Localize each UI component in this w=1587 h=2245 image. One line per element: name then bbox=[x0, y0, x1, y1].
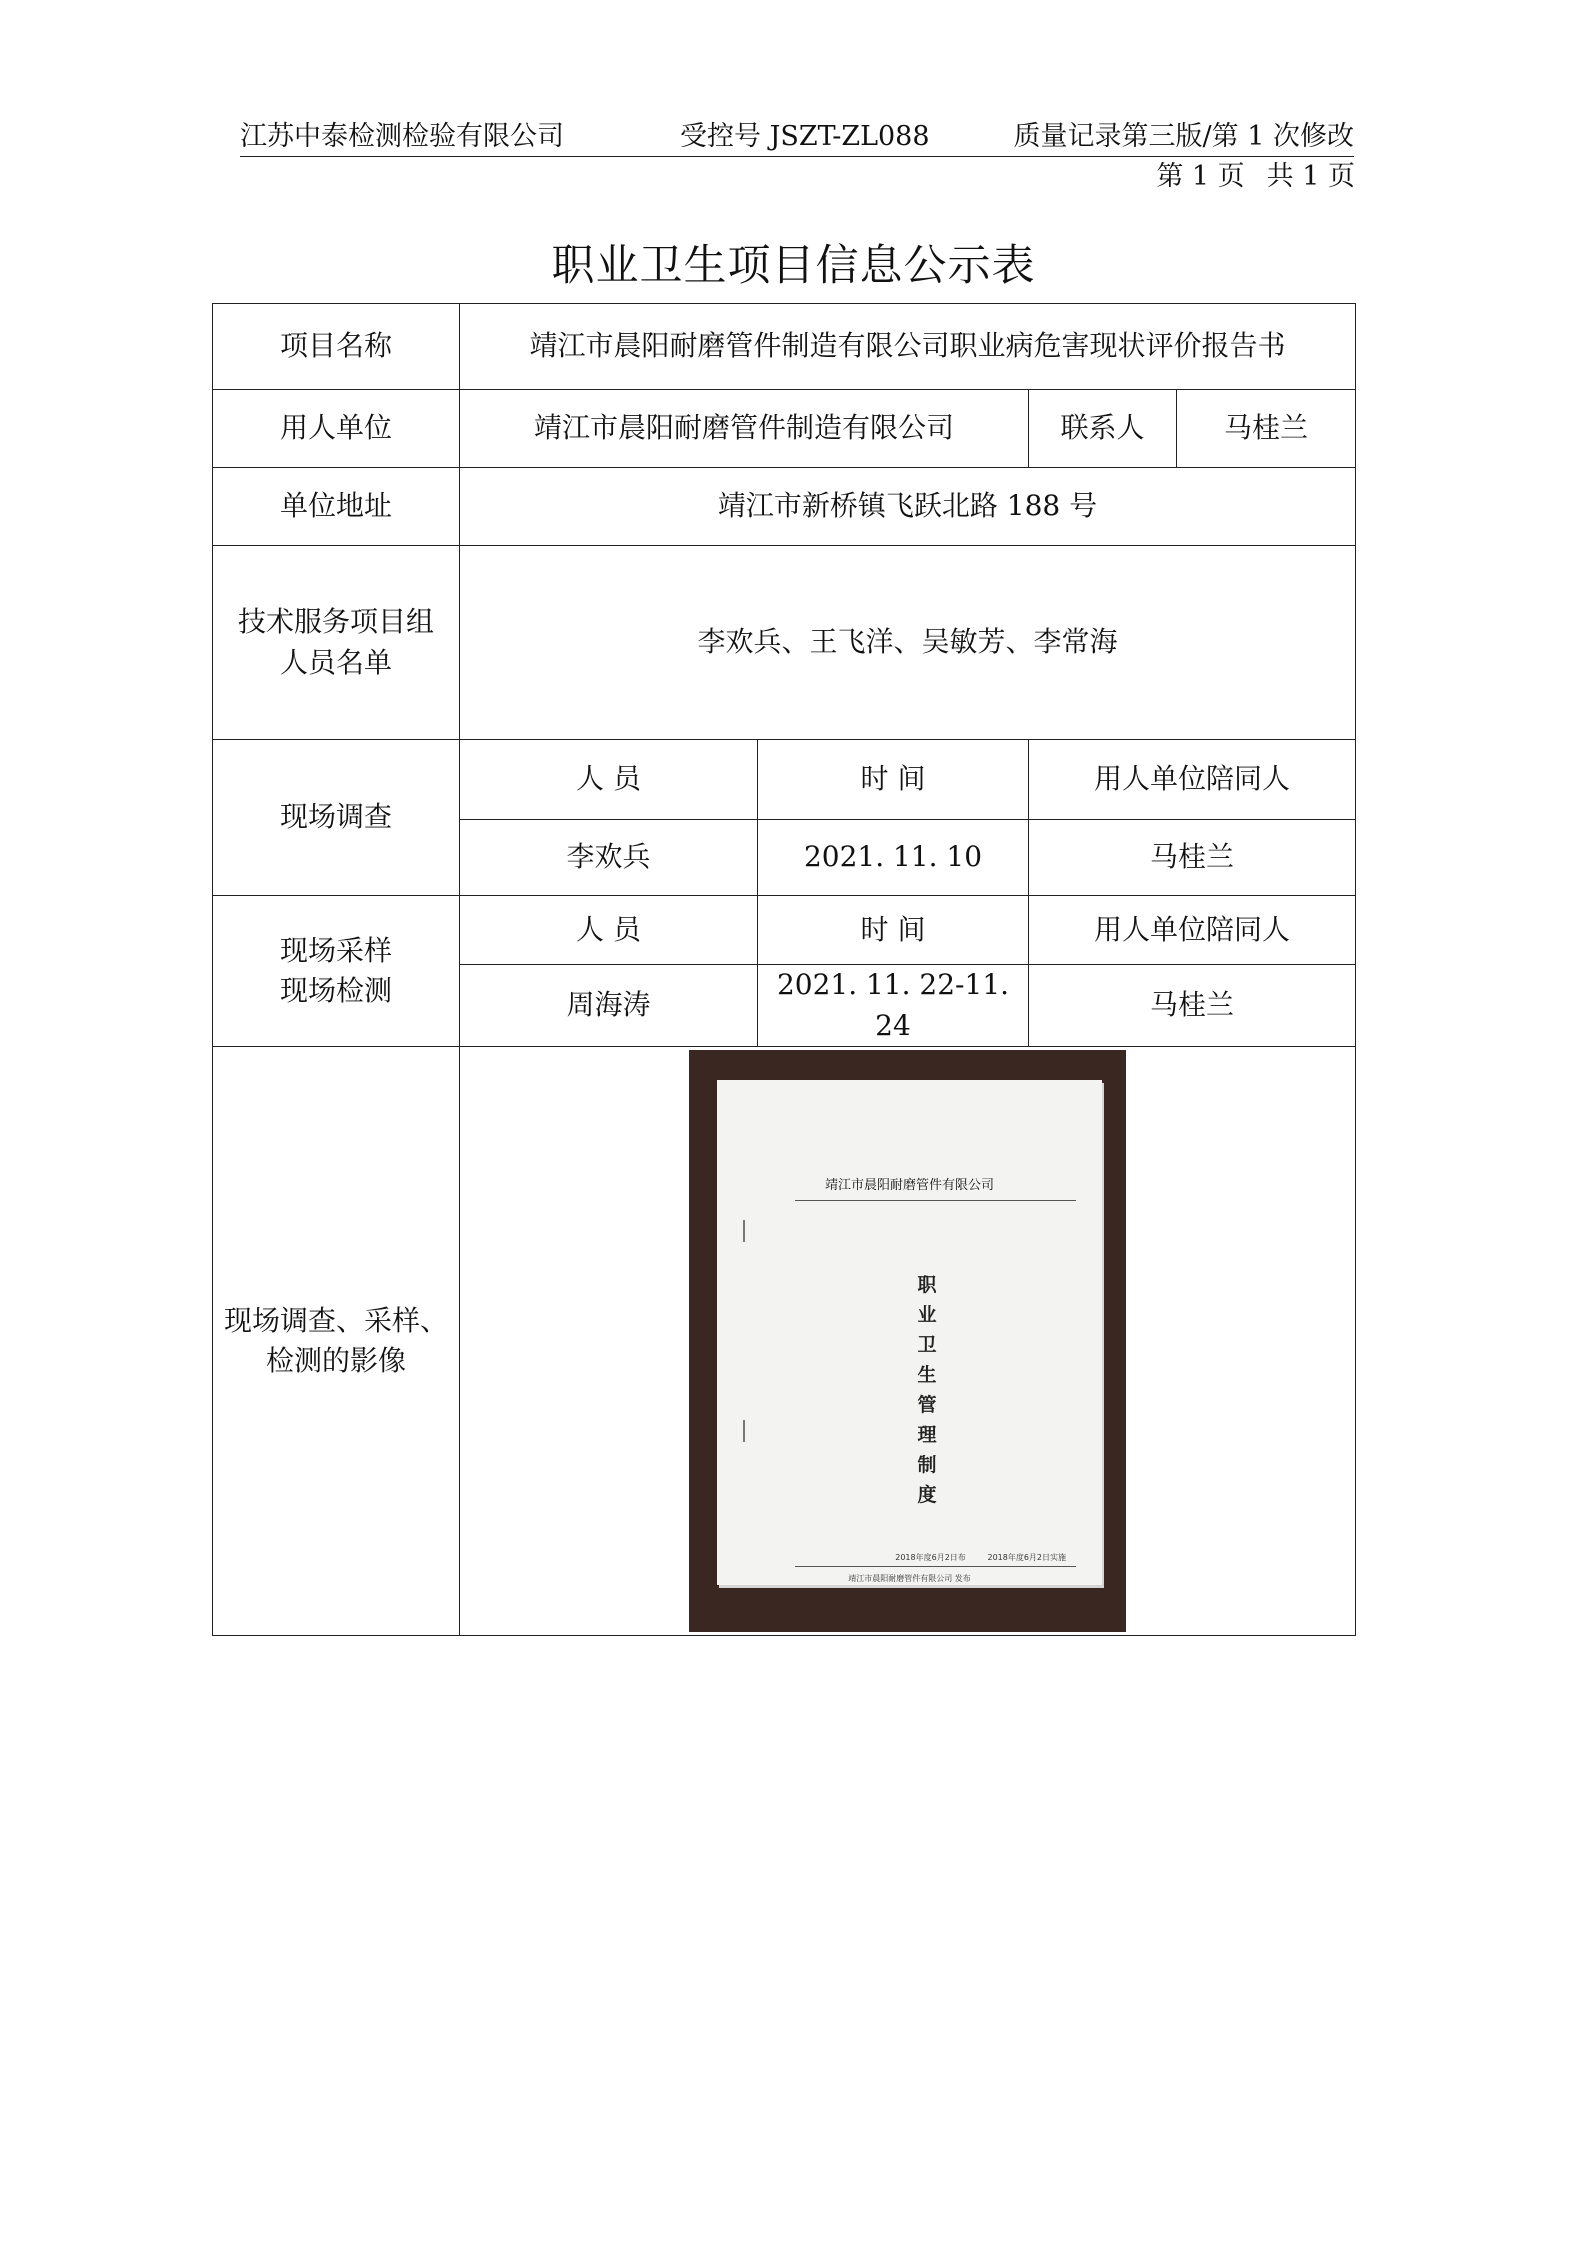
binding-mark bbox=[743, 1420, 745, 1442]
survey-time: 2021. 11. 10 bbox=[758, 820, 1029, 896]
row-employer bbox=[213, 390, 1356, 468]
photo-footer-rule bbox=[795, 1566, 1076, 1567]
images-label bbox=[213, 1047, 460, 1636]
sampling-col-escort: 用人单位陪同人 bbox=[1029, 896, 1356, 965]
survey-col-person: 人 员 bbox=[460, 740, 758, 820]
survey-person: 李欢兵 bbox=[460, 820, 758, 896]
row-images bbox=[213, 1047, 1356, 1636]
photo-document-title bbox=[913, 1270, 941, 1510]
sampling-col-time: 时 间 bbox=[758, 896, 1029, 965]
row-address bbox=[213, 468, 1356, 546]
employer-label: 用人单位 bbox=[213, 390, 460, 468]
survey-col-escort: 用人单位陪同人 bbox=[1029, 740, 1356, 820]
page-info bbox=[1156, 154, 1355, 193]
sampling-person: 周海涛 bbox=[460, 965, 758, 1047]
sampling-col-person: 人 员 bbox=[460, 896, 758, 965]
sampling-label-line-1: 现场采样 bbox=[279, 933, 392, 967]
header-control-number: 受控号 JSZT-ZL088 bbox=[680, 121, 930, 152]
photo-title-char: 卫 bbox=[917, 1334, 937, 1357]
photo-title-char: 理 bbox=[917, 1424, 937, 1447]
team-label-line-2: 人员名单 bbox=[279, 645, 392, 679]
page-header bbox=[240, 112, 1354, 157]
employer-value: 靖江市晨阳耐磨管件制造有限公司 bbox=[460, 390, 1029, 468]
sampling-label bbox=[213, 896, 460, 1047]
photo-dates bbox=[795, 1552, 1066, 1564]
images-label-line-2: 检测的影像 bbox=[265, 1344, 406, 1378]
team-label-line-1: 技术服务项目组 bbox=[237, 604, 434, 638]
contact-value: 马桂兰 bbox=[1177, 390, 1356, 468]
survey-col-time: 时 间 bbox=[758, 740, 1029, 820]
photo-title-char: 业 bbox=[917, 1304, 937, 1327]
survey-escort: 马桂兰 bbox=[1029, 820, 1356, 896]
team-label bbox=[213, 546, 460, 740]
header-version: 质量记录第三版/第 1 次修改 bbox=[1013, 121, 1354, 152]
photo-effective-date: 2018年度6月2日实施 bbox=[987, 1553, 1067, 1563]
team-value: 李欢兵、王飞洋、吴敏芳、李常海 bbox=[460, 546, 1356, 740]
project-name-value: 靖江市晨阳耐磨管件制造有限公司职业病危害现状评价报告书 bbox=[460, 304, 1356, 390]
photo-header-rule bbox=[795, 1200, 1076, 1201]
address-label: 单位地址 bbox=[213, 468, 460, 546]
binding-mark bbox=[743, 1220, 745, 1242]
row-team bbox=[213, 546, 1356, 740]
sampling-escort: 马桂兰 bbox=[1029, 965, 1356, 1047]
photo-title-char: 制 bbox=[917, 1454, 937, 1477]
project-name-label: 项目名称 bbox=[213, 304, 460, 390]
photo-title-char: 度 bbox=[917, 1484, 937, 1507]
sampling-label-line-2: 现场检测 bbox=[279, 974, 392, 1008]
address-value: 靖江市新桥镇飞跃北路 188 号 bbox=[460, 468, 1356, 546]
page-total: 共 1 页 bbox=[1266, 161, 1355, 192]
header-company: 江苏中泰检测检验有限公司 bbox=[240, 121, 564, 152]
photographed-document bbox=[717, 1080, 1102, 1585]
info-table bbox=[212, 303, 1356, 1636]
row-survey-header bbox=[213, 740, 1356, 820]
document-photo bbox=[689, 1050, 1126, 1632]
sampling-time: 2021. 11. 22-11. 24 bbox=[758, 965, 1029, 1047]
photo-title-char: 生 bbox=[917, 1364, 937, 1387]
page-title: 职业卫生项目信息公示表 bbox=[551, 241, 1036, 291]
page-number: 第 1 页 bbox=[1156, 161, 1245, 192]
photo-title-char: 职 bbox=[917, 1274, 937, 1297]
images-cell bbox=[460, 1047, 1356, 1636]
photo-title-char: 管 bbox=[917, 1394, 937, 1417]
photo-publisher: 靖江市晨阳耐磨管件有限公司 发布 bbox=[848, 1574, 971, 1584]
row-project-name bbox=[213, 304, 1356, 390]
row-sampling-header bbox=[213, 896, 1356, 965]
photo-issue-date: 2018年度6月2日布 bbox=[895, 1553, 966, 1563]
contact-label: 联系人 bbox=[1029, 390, 1177, 468]
survey-label: 现场调查 bbox=[213, 740, 460, 896]
images-label-line-1: 现场调查、采样、 bbox=[223, 1303, 448, 1337]
photo-company-name: 靖江市晨阳耐磨管件有限公司 bbox=[825, 1178, 995, 1194]
